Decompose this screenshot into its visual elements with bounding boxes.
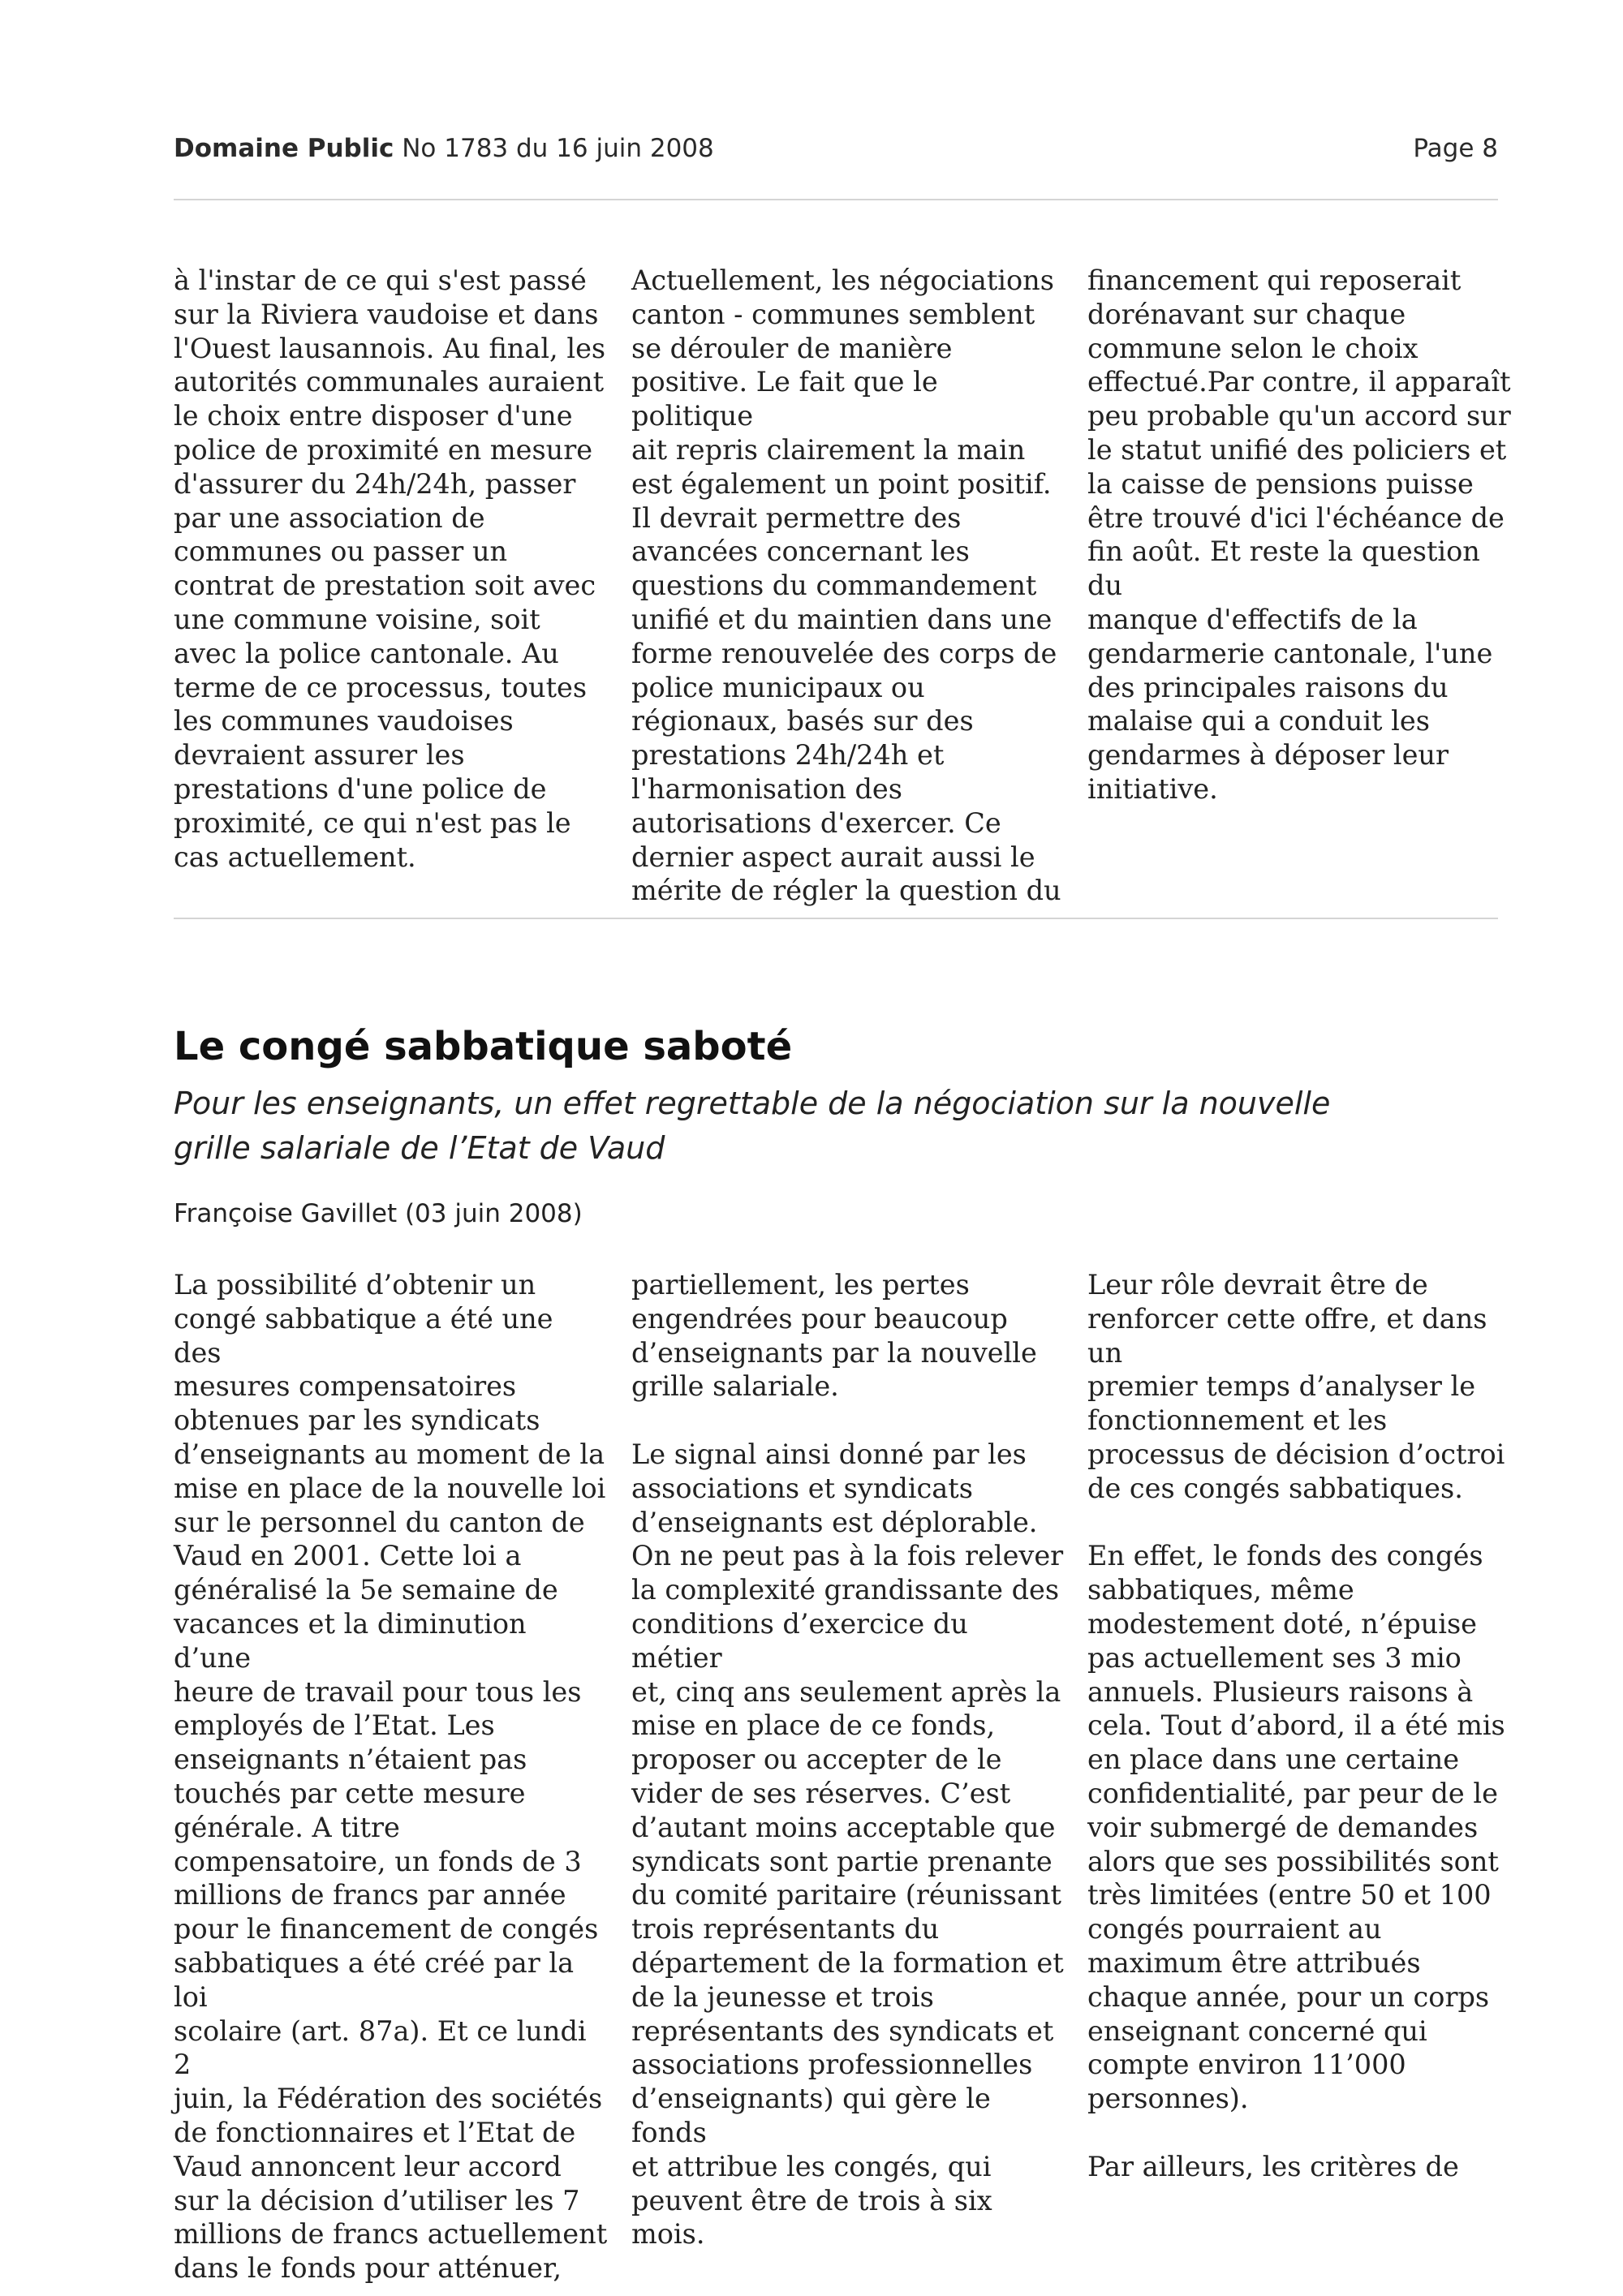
page-number: Page 8 [1413, 134, 1498, 163]
page-header [174, 134, 1498, 170]
article-column-2: partiellement, les pertes engendrées pour beaucoup d’enseignants par la nouvelle grille salariale. Le signal ainsi donné par les associations et syndicats d’enseignants est déplorable. On ne peut pas à la fois relever la complexité grandissante des conditions d’exercice du métier et, cinq ans seulement après la mise en place de ce fonds, proposer ou accepter de le vider de ses réserves. C’est d’autant moins acceptable que syndicats sont partie prenante du comité paritaire (réunissant trois représentants du département de la formation et de la jeunesse et trois représentants des syndicats et associations professionnelles d’enseignants) qui gère le fonds et attribue les congés, qui peuvent être de trois à six mois. [631, 1269, 1064, 2251]
previous-article-column-3: financement qui reposerait dorénavant sur chaque commune selon le choix effectué.Par contre, il apparaît peu probable qu'un accord sur le statut unifié des policiers et la caisse de pensions puisse être trouvé d'ici l'échéance de fin août. Et reste la question du manque d'effectifs de la gendarmerie cantonale, l'une des principales raisons du malaise qui a conduit les gendarmes à déposer leur initiative. [1087, 264, 1511, 805]
previous-article-column-1: à l'instar de ce qui s'est passé sur la Riviera vaudoise et dans l'Ouest lausannois. Au final, les autorités communales auraient le choix entre disposer d'une police de proximité en mesure d'assurer du 24h/24h, passer par une association de communes ou passer un contrat de prestation soit avec une commune voisine, soit avec la police cantonale. Au terme de ce processus, toutes les communes vaudoises devraient assurer les prestations d'une police de proximité, ce qui n'est pas le cas actuellement. [174, 264, 606, 873]
article-divider [174, 918, 1498, 919]
publication-name: Domaine Public [174, 134, 394, 163]
article-column-3: Leur rôle devrait être de renforcer cette offre, et dans un premier temps d’analyser le fonctionnement et les processus de décision d’octroi de ces congés sabbatiques. En effet, le fonds des congés sabbatiques, même modestement doté, n’épuise pas actuellement ses 3 mio annuels. Plusieurs raisons à cela. Tout d’abord, il a été mis en place dans une certaine confidentialité, par peur de le voir submergé de demandes alors que ses possibilités sont très limitées (entre 50 et 100 congés pourraient au maximum être attribués chaque année, pour un corps enseignant concerné qui compte environ 11’000 personnes). Par ailleurs, les critères de [1087, 1269, 1505, 2182]
issue-info: No 1783 du 16 juin 2008 [402, 134, 714, 163]
previous-article-column-2: Actuellement, les négociations canton - communes semblent se dérouler de manière positive. Le fait que le politique ait repris clairement la main est également un point positif. Il devrait permettre des avancées concernant les questions du commandement unifié et du maintien dans une forme renouvelée des corps de police municipaux ou régionaux, basés sur des prestations 24h/24h et l'harmonisation des autorisations d'exercer. Ce dernier aspect aurait aussi le mérite de régler la question du [631, 264, 1061, 907]
header-divider [174, 199, 1498, 200]
article-column-1: La possibilité d’obtenir un congé sabbatique a été une des mesures compensatoires obtenues par les syndicats d’enseignants au moment de la mise en place de la nouvelle loi sur le personnel du canton de Vaud en 2001. Cette loi a généralisé la 5e semaine de vacances et la diminution d’une heure de travail pour tous les employés de l’Etat. Les enseignants n’étaient pas touchés par cette mesure générale. A titre compensatoire, un fonds de 3 millions de francs par année pour le financement de congés sabbatiques a été créé par la loi scolaire (art. 87a). Et ce lundi 2 juin, la Fédération des sociétés de fonctionnaires et l’Etat de Vaud annoncent leur accord sur la décision d’utiliser les 7 millions de francs actuellement dans le fonds pour atténuer, [174, 1269, 608, 2285]
article-title: Le congé sabbatique saboté [174, 1024, 793, 1069]
article-subtitle: Pour les enseignants, un effet regrettable de la négociation sur la nouvelle grille salariale de l’Etat de Vaud [174, 1086, 1331, 1166]
article-byline: Françoise Gavillet (03 juin 2008) [174, 1199, 583, 1228]
